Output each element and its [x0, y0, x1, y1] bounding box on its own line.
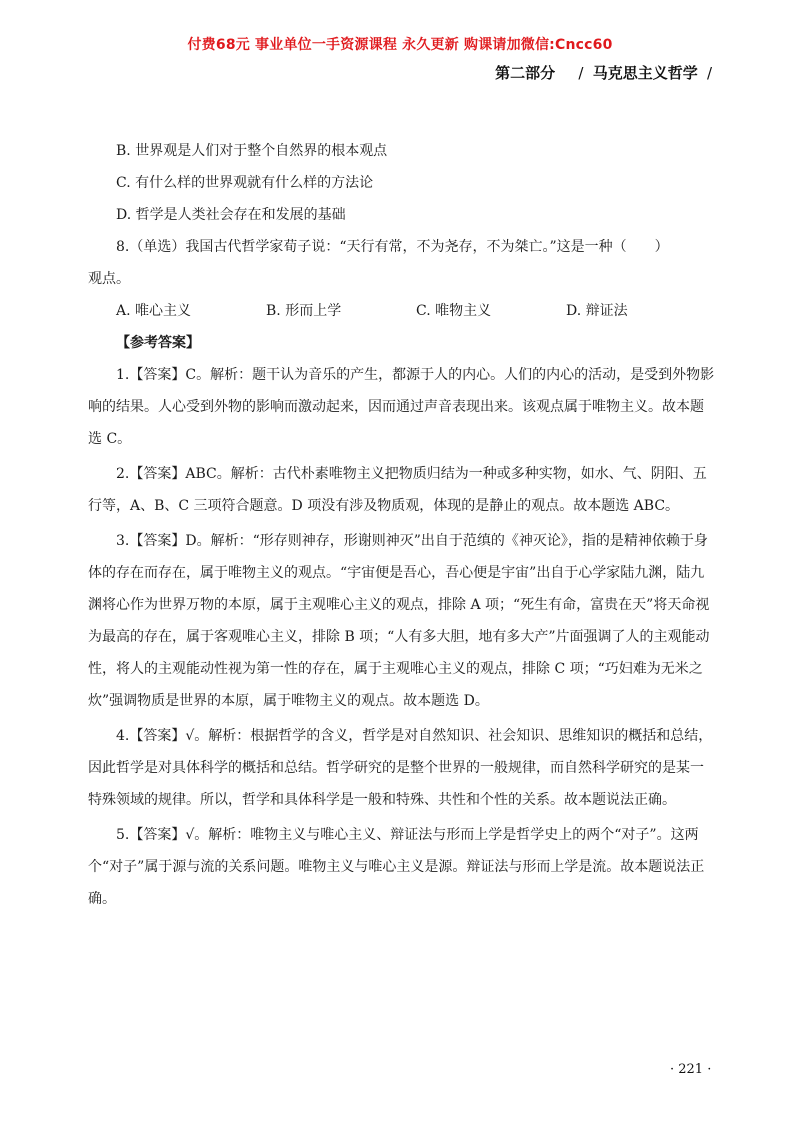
page-number: · 221 · [670, 1062, 712, 1077]
header-divider: / [578, 64, 584, 82]
answer-1: 1.【答案】C。解析：题干认为音乐的产生，都源于人的内心。人们的内心的活动，是受到外物影响的结果。人心受到外物的影响而激动起来，因而通过声音表现出来。该观点属于唯物主义。故本题选 C。 [88, 367, 715, 447]
answer-2: 2.【答案】ABC。解析：古代朴素唯物主义把物质归结为一种或多种实物，如水、气、阴阳、五行等，A、B、C 三项符合题意。D 项没有涉及物质观，体现的是静止的观点。故本题选 ABC。 [88, 466, 707, 514]
answer-3: 3.【答案】D。解析：“形存则神存，形谢则神灭”出自于范缜的《神灭论》，指的是精神依赖于身体的存在而存在，属于唯物主义的观点。“宇宙便是吾心，吾心便是宇宙”出自于心学家陆九渊，陆九渊将心作为世界万物的本原，属于主观唯心主义的观点，排除 A 项；“死生有命，富贵在天”将天命视为最高的存在，属于客观唯心主义，排除 B 项；“人有多大胆，地有多大产”片面强调了人的主观能动性，将人的主观能动性视为第一性的存在，属于主观唯心主义的观点，排除 C 项；“巧妇难为无米之炊”强调物质是世界的本原，属于唯物主义的观点。故本题选 D。 [88, 533, 710, 709]
page-body [88, 135, 716, 918]
option-b: B. 世界观是人们对于整个自然界的根本观点 [116, 143, 388, 159]
question-8-choices [88, 295, 716, 327]
header-divider: / [706, 64, 712, 82]
part-label: 第二部分 [495, 64, 556, 82]
choice-c: C. 唯物主义 [416, 303, 492, 319]
choice-a: A. 唯心主义 [116, 303, 192, 319]
answers-heading: 【参考答案】 [116, 335, 200, 351]
option-c: C. 有什么样的世界观就有什么样的方法论 [116, 175, 374, 191]
choice-d: D. 辩证法 [566, 303, 628, 319]
answer-4: 4.【答案】√。解析：根据哲学的含义，哲学是对自然知识、社会知识、思维知识的概括和总结，因此哲学是对具体科学的概括和总结。哲学研究的是整个世界的一般规律，而自然科学研究的是某一特殊领域的规律。所以，哲学和具体科学是一般和特殊、共性和个性的关系。故本题说法正确。 [88, 728, 713, 808]
answer-5: 5.【答案】√。解析：唯物主义与唯心主义、辩证法与形而上学是哲学史上的两个“对子”。这两个“对子”属于源与流的关系问题。唯物主义与唯心主义是源。辩证法与形而上学是流。故本题说法正确。 [88, 827, 705, 907]
chapter-title: 马克思主义哲学 [592, 64, 698, 82]
choice-b: B. 形而上学 [266, 303, 342, 319]
running-header [495, 62, 716, 83]
option-d: D. 哲学是人类社会存在和发展的基础 [116, 207, 346, 223]
question-8-stem: 8.（单选）我国古代哲学家荀子说：“天行有常，不为尧存，不为桀亡。”这是一种（ ） [116, 239, 669, 255]
question-8-stem-cont: 观点。 [88, 271, 130, 287]
promo-banner: 付费68元 事业单位一手资源课程 永久更新 购课请加微信:Cncc60 [187, 37, 613, 53]
